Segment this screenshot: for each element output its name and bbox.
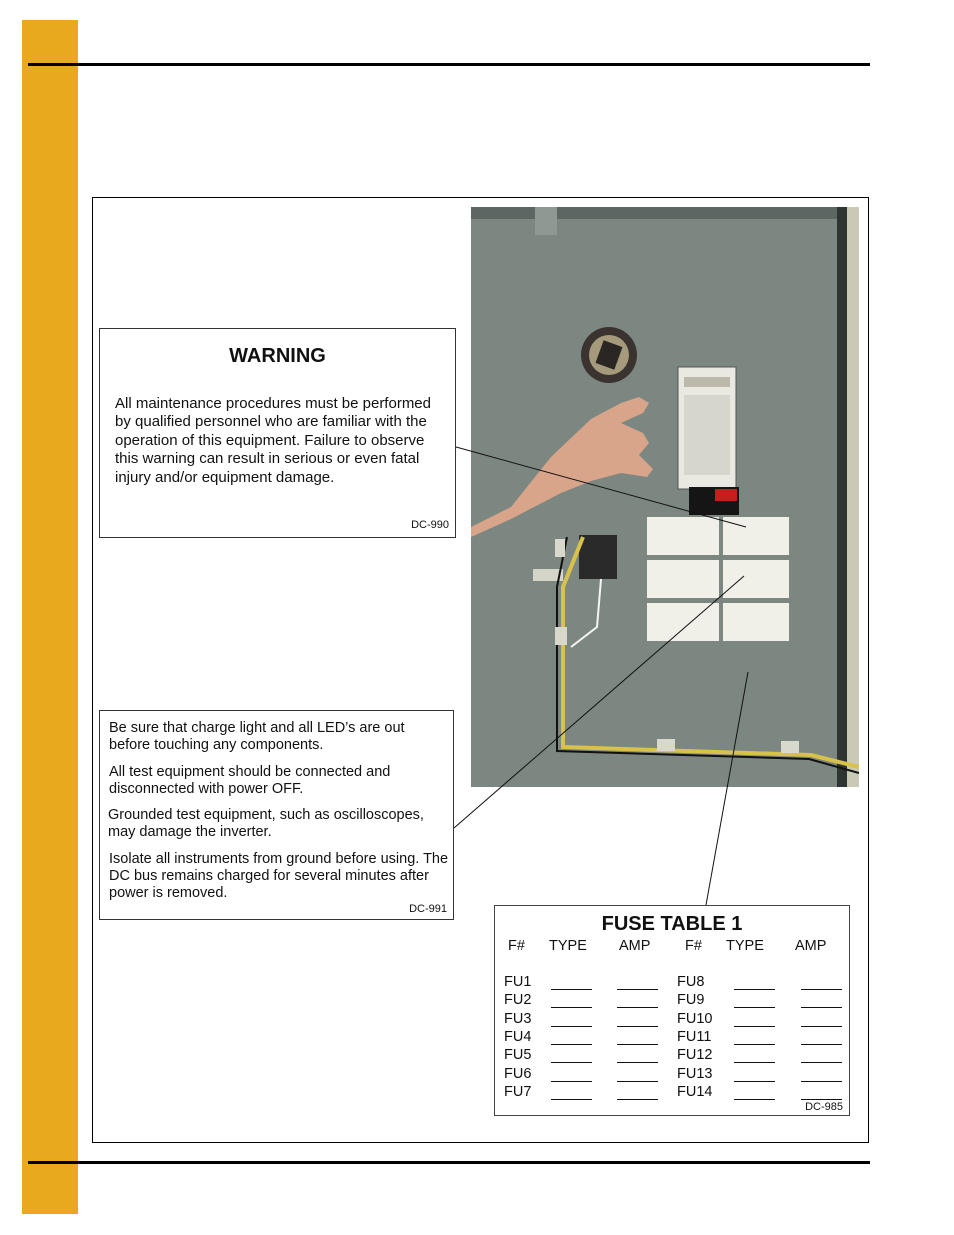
cautions-leader xyxy=(454,576,744,828)
fuse-id: FU2 xyxy=(504,992,532,1009)
fuse-type-blank xyxy=(734,1062,775,1063)
fuse-type-blank xyxy=(734,1007,775,1008)
fuse-amp-blank xyxy=(617,1099,658,1100)
fuse-type-blank xyxy=(551,1099,592,1100)
fuse-type-blank xyxy=(734,989,775,990)
fuse-amp-blank xyxy=(801,1062,842,1063)
fuse-amp-blank xyxy=(801,1044,842,1045)
warning-body: All maintenance procedures must be performed by qualified personnel who are familiar with the operation of this equipment. Failure to observe this warning can result in serious or even fatal injury and/or equipment damage. xyxy=(115,395,431,486)
fuse-amp-blank xyxy=(617,989,658,990)
warning-label xyxy=(99,328,456,538)
fuse-type-blank xyxy=(734,1081,775,1082)
fuse-id: FU6 xyxy=(504,1065,532,1082)
fuse-id: FU12 xyxy=(677,1047,713,1064)
fuse-header-type-right: TYPE xyxy=(726,938,764,954)
fuse-id: FU5 xyxy=(504,1047,532,1064)
fuse-header-type-left: TYPE xyxy=(549,938,587,954)
fuse-type-blank xyxy=(551,1081,592,1082)
fuse-row-right xyxy=(677,1029,847,1047)
fuse-row-right xyxy=(677,974,847,992)
fuse-amp-blank xyxy=(617,1007,658,1008)
fuse-table-title: FUSE TABLE 1 xyxy=(601,913,743,935)
fuse-id: FU8 xyxy=(677,974,705,990)
fuse-amp-blank xyxy=(801,1007,842,1008)
fuse-type-blank xyxy=(551,1044,592,1045)
fuse-row-right xyxy=(677,1011,847,1029)
caution-item-4: Isolate all instruments from ground before using. The DC bus remains charged for several minutes after power is removed. xyxy=(109,851,449,901)
fuse-type-blank xyxy=(734,1026,775,1027)
fuse-row-left xyxy=(504,1066,674,1084)
fuse-amp-blank xyxy=(617,1026,658,1027)
fuse-row-left xyxy=(504,992,674,1010)
caution-item-3: Grounded test equipment, such as oscilloscopes, may damage the inverter. xyxy=(108,807,424,840)
fuse-header-fnum-left: F# xyxy=(508,938,525,954)
fuse-row-left xyxy=(504,1084,674,1102)
caution-item-2: All test equipment should be connected and disconnected with power OFF. xyxy=(109,764,391,797)
fuse-type-blank xyxy=(551,989,592,990)
fuse-table-leader xyxy=(706,672,748,905)
warning-leader xyxy=(456,447,746,527)
fuse-id: FU3 xyxy=(504,1010,532,1027)
fuse-amp-blank xyxy=(617,1062,658,1063)
fuse-amp-blank xyxy=(617,1044,658,1045)
cautions-code: DC-991 xyxy=(409,903,447,915)
fuse-row-left xyxy=(504,1029,674,1047)
fuse-header-amp-left: AMP xyxy=(619,938,651,954)
fuse-amp-blank xyxy=(801,1081,842,1082)
fuse-row-right xyxy=(677,1084,847,1102)
fuse-header-fnum-right: F# xyxy=(685,938,702,954)
fuse-id: FU9 xyxy=(677,992,705,1009)
fuse-table xyxy=(494,905,850,1116)
fuse-type-blank xyxy=(551,1026,592,1027)
fuse-type-blank xyxy=(734,1044,775,1045)
fuse-row-left xyxy=(504,1047,674,1065)
fuse-type-blank xyxy=(734,1099,775,1100)
fuse-row-right xyxy=(677,1066,847,1084)
fuse-header-amp-right: AMP xyxy=(795,938,827,954)
fuse-table-code: DC-985 xyxy=(805,1101,843,1113)
fuse-id: FU14 xyxy=(677,1083,713,1100)
fuse-id: FU11 xyxy=(677,1028,712,1045)
fuse-amp-blank xyxy=(801,989,842,990)
cautions-label xyxy=(99,710,454,920)
fuse-row-left xyxy=(504,1011,674,1029)
caution-item-1: Be sure that charge light and all LED’s are out before touching any components. xyxy=(109,720,405,753)
fuse-id: FU13 xyxy=(677,1065,713,1082)
fuse-id: FU1 xyxy=(504,974,532,990)
fuse-row-right xyxy=(677,1047,847,1065)
fuse-row-left xyxy=(504,974,674,992)
fuse-type-blank xyxy=(551,1007,592,1008)
fuse-amp-blank xyxy=(801,1026,842,1027)
warning-code: DC-990 xyxy=(411,519,449,531)
fuse-row-right xyxy=(677,992,847,1010)
warning-title: WARNING xyxy=(229,345,326,367)
fuse-id: FU7 xyxy=(504,1083,532,1100)
fuse-amp-blank xyxy=(801,1099,842,1100)
fuse-type-blank xyxy=(551,1062,592,1063)
fuse-id: FU4 xyxy=(504,1028,532,1045)
fuse-id: FU10 xyxy=(677,1010,713,1027)
fuse-amp-blank xyxy=(617,1081,658,1082)
